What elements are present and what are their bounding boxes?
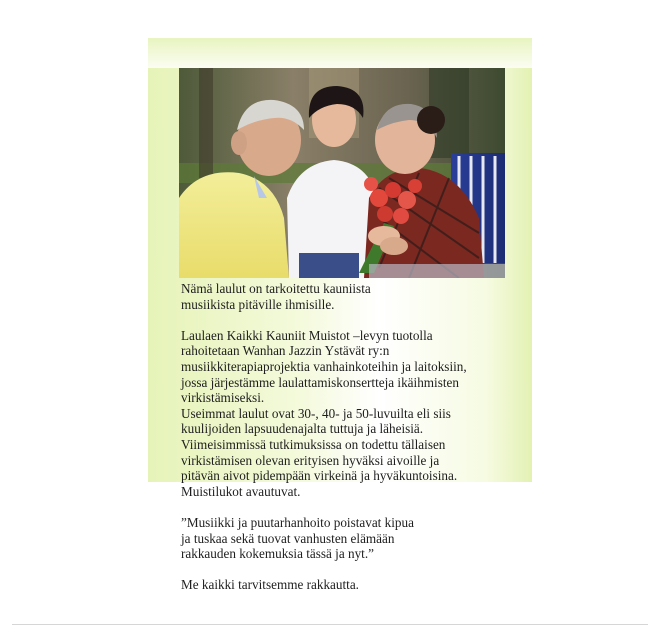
info-text xyxy=(181,281,521,593)
body-paragraph: Laulaen Kaikki Kauniit Muistot –levyn tuotolla rahoitetaan Wanhan Jazzin Ystävät ry:n musiikkiterapiaprojektia vanhainkoteihin ja laitoksiin, jossa järjestämme laulattamiskonsertteja ikäihmisten virkistämiseksi. Useimmat laulut ovat 30-, 40- ja 50-luvuilta eli siis kuulijoiden lapsuudenajalta tuttuja ja läheisiä. Viimeisimmissä tutkimuksissa on todettu tällaisen virkistämisen olevan erityisen hyväksi aivoille ja pitävän aivot pidempään virkeinä ja hyväkuntoisina. Muistilukot avautuvat. xyxy=(181,327,467,499)
green-panel-top-fade xyxy=(148,38,532,68)
closing-line: Me kaikki tarvitsemme rakkautta. xyxy=(181,577,359,593)
scan-edge-line xyxy=(12,624,648,625)
quote-paragraph: ”Musiikki ja puutarhanhoito poistavat kipua ja tuskaa sekä tuovat vanhusten elämään rakkauden kokemuksia tässä ja nyt.” xyxy=(181,514,414,562)
family-photo xyxy=(179,68,505,278)
intro-paragraph: Nämä laulut on tarkoitettu kauniista musiikista pitäville ihmisille. xyxy=(181,281,371,312)
